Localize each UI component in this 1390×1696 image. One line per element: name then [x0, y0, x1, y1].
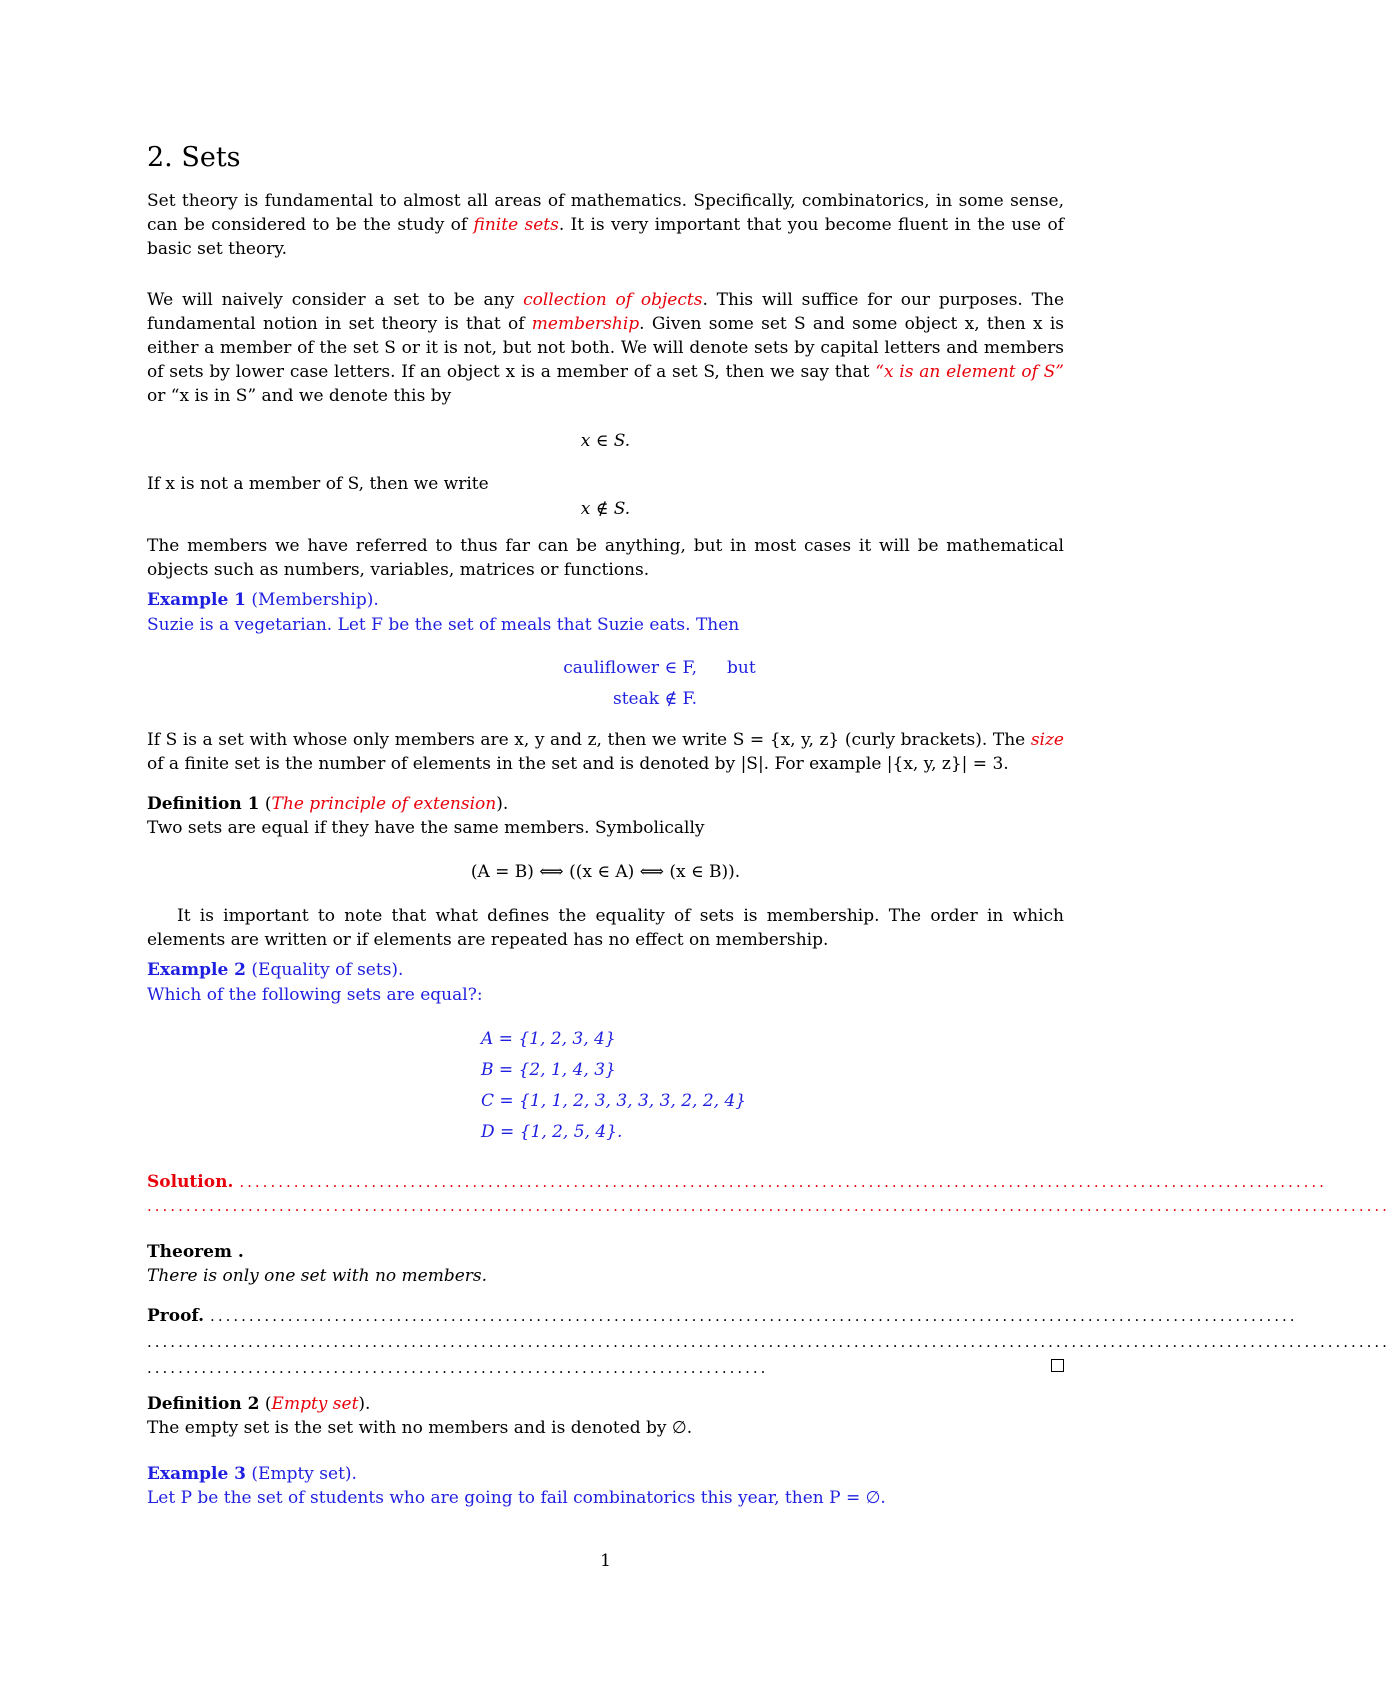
example-1-eq-b: steak ∉ F.: [613, 689, 697, 709]
finite-sets-term: finite sets: [473, 215, 559, 235]
theorem-text: There is only one set with no members.: [147, 1266, 488, 1286]
size-term: size: [1030, 730, 1064, 750]
proof-line: Proof. ............................................................................................................................................: [147, 1306, 1298, 1326]
proof-blank-line-2: ................................................................................: [147, 1359, 769, 1377]
equation-not-member: x ∉ S.: [580, 499, 631, 519]
members-paragraph: The members we have referred to thus far can be anything, but in most cases it will be mathematical objects such as numbers, variables, matrices or functions.: [147, 536, 1064, 580]
example-2-text: Which of the following sets are equal?:: [147, 985, 483, 1005]
definition-2-text: The empty set is the set with no members and is denoted by ∅.: [147, 1418, 693, 1438]
solution-blank-line: ................................................................................................................................................................: [147, 1197, 1390, 1215]
example-1-heading: Example 1 (Membership).: [147, 590, 379, 610]
membership-term: membership: [531, 314, 640, 334]
page-number: 1: [600, 1551, 611, 1571]
collection-of-objects-term: collection of objects: [523, 290, 703, 310]
example-3-text: Let P be the set of students who are going to fail combinatorics this year, then P = ∅.: [147, 1488, 886, 1508]
element-of-term: “x is an element of S”: [875, 362, 1065, 382]
set-c: C = {1, 1, 2, 3, 3, 3, 3, 2, 2, 4}: [481, 1091, 747, 1111]
example-3-heading: Example 3 (Empty set).: [147, 1464, 357, 1484]
set-b: B = {2, 1, 4, 3}: [481, 1060, 616, 1080]
equation-member: x ∈ S.: [580, 431, 631, 451]
qed-square-icon: [1051, 1359, 1064, 1372]
example-1-but: but: [727, 658, 756, 678]
example-2-heading: Example 2 (Equality of sets).: [147, 960, 404, 980]
section-title: 2. Sets: [147, 142, 241, 173]
definition-2-heading: Definition 2 (Empty set).: [147, 1394, 371, 1414]
not-member-paragraph: If x is not a member of S, then we write: [147, 474, 489, 494]
set-a: A = {1, 2, 3, 4}: [481, 1029, 616, 1049]
intro-paragraph-2: We will naively consider a set to be any collection of objects. This will suffice for our purposes. The fundamental notion in set theory is that of membership. Given some set S and some object x, then x is either a member of the set S or it is not, but not both. We will denote sets by capital letters and members of sets by lower case letters. If an object x is a member of a set S, then we say that “x is an element of S” or “x is in S” and we denote this by: [147, 290, 1065, 406]
intro-paragraph-1: Set theory is fundamental to almost all areas of mathematics. Specifically, combinatorics, in some sense, can be considered to be the study of finite sets. It is very important that you become fluent in the use of basic set theory.: [147, 191, 1064, 259]
example-1-eq-a: cauliflower ∈ F,: [563, 658, 697, 678]
proof-blank-line-1: ................................................................................................................................................................: [147, 1333, 1390, 1351]
theorem-heading: Theorem .: [147, 1242, 244, 1262]
definition-1-text: Two sets are equal if they have the same members. Symbolically: [147, 818, 705, 838]
set-d: D = {1, 2, 5, 4}.: [481, 1122, 623, 1142]
definition-1-heading: Definition 1 (The principle of extension).: [147, 794, 509, 814]
example-1-text: Suzie is a vegetarian. Let F be the set of meals that Suzie eats. Then: [147, 615, 740, 635]
size-paragraph: If S is a set with whose only members are x, y and z, then we write S = {x, y, z} (curly brackets). The size of a finite set is the number of elements in the set and is denoted by |S|. For example |{x, y, z}| = 3.: [147, 730, 1064, 774]
solution-line: Solution. ............................................................................................................................................: [147, 1172, 1327, 1192]
order-paragraph: It is important to note that what defines the equality of sets is membership. The order in which elements are written or if elements are repeated has no effect on membership.: [147, 906, 1064, 950]
definition-1-equation: (A = B) ⟺ ((x ∈ A) ⟺ (x ∈ B)).: [470, 862, 741, 882]
